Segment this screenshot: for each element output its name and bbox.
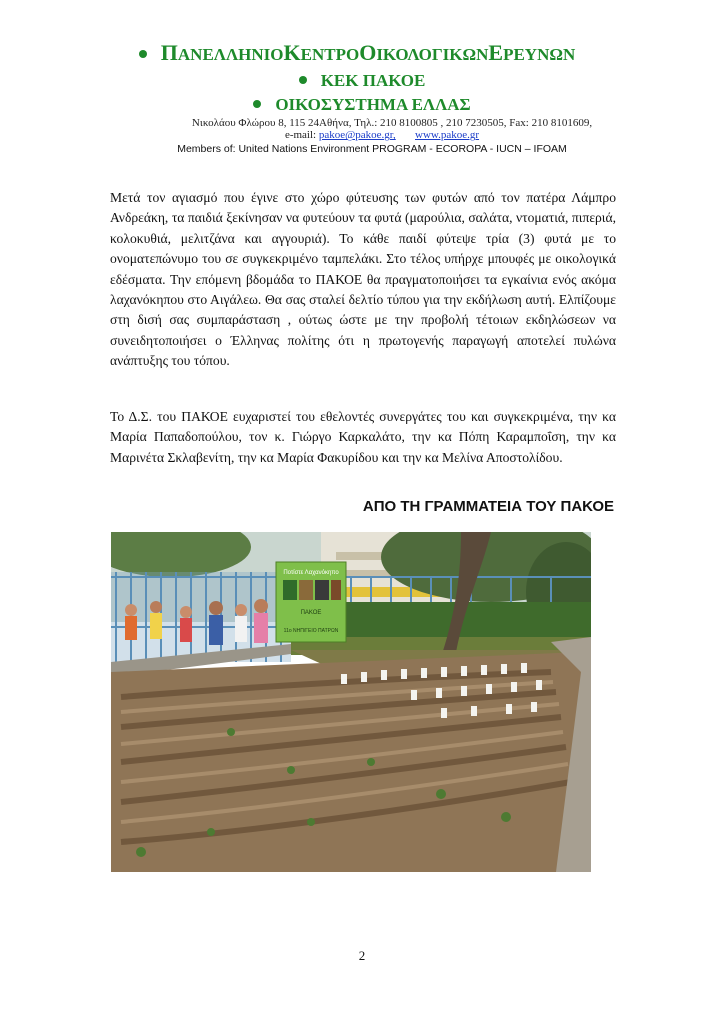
org-word-2: ΕΝΤΡΟ	[300, 45, 360, 64]
org-initial-o: Ο	[359, 40, 377, 65]
letterhead	[0, 40, 724, 155]
members-line: Members of: United Nations Environment PROGRAM - ECOROPA - IUCN – IFOAM	[177, 143, 567, 156]
org-word-3: ΙΚΟΛΟΓΙΚΩΝ	[376, 45, 489, 64]
postal-address: Νικολάου Φλώρου 8, 115 24Αθήνα, Τηλ.: 210 8100805 , 210 7230505, Fax: 210 8101609,	[191, 117, 593, 130]
paragraph-1: Μετά τον αγιασμό που έγινε στο χώρο φύτευσης των φυτών από τον πατέρα Λάμπρο Ανδρεάκη, τα παιδιά ξεκίνησαν να φυτεύουν τα φυτά (μαρούλια, σαλάτα, ντοματιά, πιπεριά, κολοκυθιά, μελιτζάνα και αγγουριά). Το κάθε παιδί φύτεψε τρία (3) φυτά με το ονοματεπώνυμο του σε συγκεκριμένο ταμπελάκι. Στο τέλος υπήρχε μπουφές με οικολογικά εδέσματα. Την επόμενη βδομάδα το ΠΑΚΟΕ θα πραγματοποιήσει τα εγκαίνια ενός ακόμα λαχανόκηπου στο Αιγάλεω. Θα σας σταλεί δελτίο τύπου για την εκδήλωση αυτή. Ελπίζουμε στη δισή σας συμπαράσταση , ούτως ώστε με την προβολή τέτοιων εκδηλώσεων να συνειδητοποιήσει ο Έλληνας πολίτης ότι η πρωτογενής παραγωγή αποτελεί πυλώνα ανάπτυξης του τόπου.	[110, 190, 616, 369]
email-link[interactable]: pakoe@pakoe.gr,	[318, 129, 396, 142]
kek-name: ΚΕΚ ΠΑΚΟΕ	[320, 71, 426, 91]
website-link[interactable]: www.pakoe.gr	[415, 129, 480, 142]
banner-school: 11ο ΝΗΠ/ΓΕΙΟ ΠΑΤΡΩΝ	[283, 628, 339, 634]
garden-photo	[111, 532, 591, 872]
contact-line	[40, 129, 724, 141]
banner-org: ΠΑΚΟΕ	[300, 610, 322, 616]
org-initial-p: Π	[160, 40, 178, 65]
bullet-icon	[253, 100, 261, 108]
org-initial-k: Κ	[283, 40, 301, 65]
org-initial-e: Ε	[488, 40, 504, 65]
email-label: e-mail:	[284, 129, 317, 142]
kek-line	[0, 71, 724, 91]
bullet-icon	[299, 76, 307, 84]
org-word-1: ΑΝΕΛΛΗΝΙΟ	[177, 45, 284, 64]
page-number: 2	[358, 948, 366, 963]
ecosystem-name: ΟΙΚΟΣΥΣΤΗΜΑ ΕΛΛΑΣ	[275, 94, 471, 114]
paragraph-2: Το Δ.Σ. του ΠΑΚΟΕ ευχαριστεί του εθελοντές συνεργάτες του και συγκεκριμένα, την κα Μαρία Παπαδοπούλου, τον κ. Γιώργο Καρκαλάτο, την κα Πόπη Καραμποΐση, την κα Μαρινέτα Σκλαβενίτη, την κα Μαρία Φακυρίδου και την κα Μελίνα Αποστολίδου.	[110, 409, 616, 465]
ecosystem-line	[0, 95, 724, 115]
banner-title: Ποτίστε Λαχανόκηπο	[283, 570, 339, 576]
signature: ΑΠΟ ΤΗ ΓΡΑΜΜΑΤΕΙΑ ΤΟΥ ΠΑΚΟΕ	[362, 498, 614, 515]
bullet-icon	[139, 50, 147, 58]
org-word-4: ΡΕΥΝΩΝ	[503, 45, 576, 64]
org-name	[0, 40, 724, 65]
